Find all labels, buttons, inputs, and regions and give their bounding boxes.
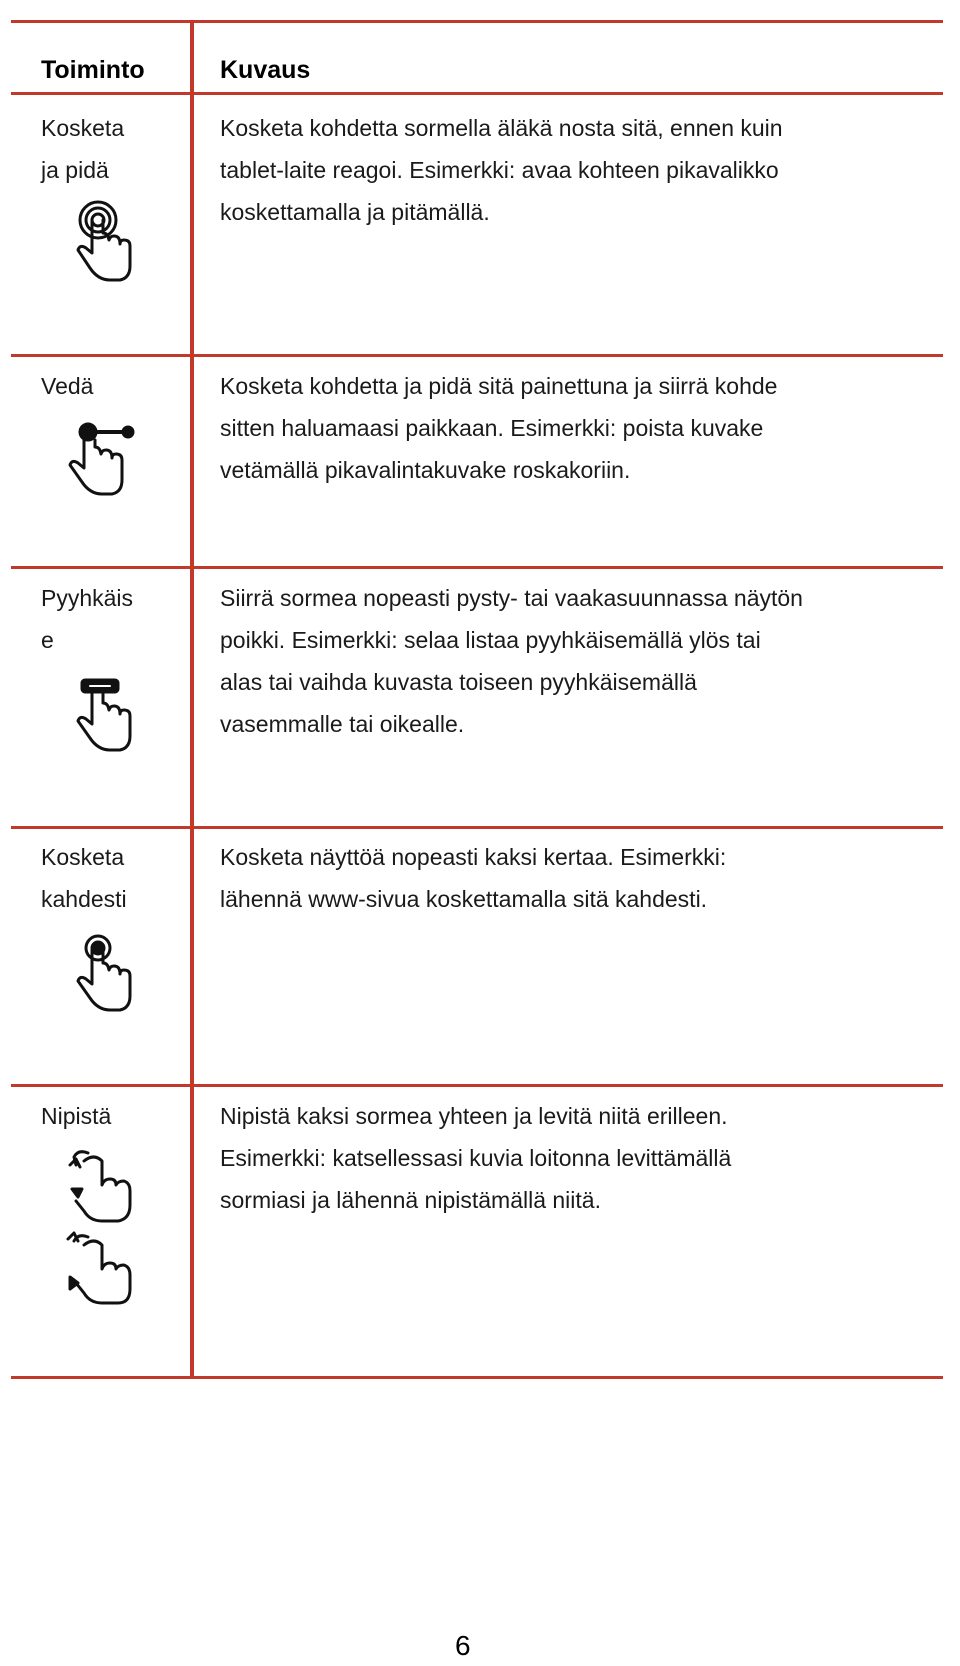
description-line: vasemmalle tai oikealle. [220, 711, 465, 737]
action-swipe [41, 577, 181, 661]
description-line: Siirrä sormea nopeasti pysty- tai vaakasuunnassa näytön [220, 585, 803, 611]
action-touch-and-hold [41, 107, 181, 191]
description-swipe [220, 577, 920, 745]
action-line: Kosketa [41, 844, 125, 870]
drag-icon [58, 410, 148, 520]
description-line: sormiasi ja lähennä nipistämällä niitä. [220, 1187, 601, 1213]
description-touch-and-hold [220, 107, 920, 233]
row-divider [11, 354, 943, 357]
column-divider [190, 22, 194, 1379]
action-line: Nipistä [41, 1103, 112, 1129]
action-line: kahdesti [41, 886, 127, 912]
row-divider [11, 826, 943, 829]
description-line: lähennä www-sivua koskettamalla sitä kahdesti. [220, 886, 708, 912]
action-double-tap [41, 836, 181, 920]
action-line: Pyyhkäis [41, 585, 134, 611]
description-line: Esimerkki: katsellessasi kuvia loitonna levittämällä [220, 1145, 732, 1171]
description-line: Kosketa kohdetta sormella äläkä nosta sitä, ennen kuin [220, 115, 783, 141]
description-line: poikki. Esimerkki: selaa listaa pyyhkäisemällä ylös tai [220, 627, 761, 653]
description-line: alas tai vaihda kuvasta toiseen pyyhkäisemällä [220, 669, 697, 695]
description-line: Nipistä kaksi sormea yhteen ja levitä niitä erilleen. [220, 1103, 728, 1129]
description-line: sitten haluamaasi paikkaan. Esimerkki: poista kuvake [220, 415, 764, 441]
description-line: Kosketa kohdetta ja pidä sitä painettuna ja siirrä kohde [220, 373, 778, 399]
header-bottom-rule [11, 92, 943, 95]
action-line: e [41, 627, 54, 653]
table-bottom-rule [11, 1376, 943, 1379]
row-divider [11, 1084, 943, 1087]
action-line: Vedä [41, 373, 94, 399]
action-drag [41, 365, 181, 407]
page-number: 6 [455, 1630, 471, 1661]
description-drag [220, 365, 920, 491]
description-pinch [220, 1095, 920, 1221]
double-tap-icon [58, 932, 148, 1042]
action-line: Kosketa [41, 115, 125, 141]
touch-and-hold-icon [58, 198, 148, 308]
header-description: Kuvaus [220, 56, 311, 84]
action-pinch [41, 1095, 181, 1137]
description-line: vetämällä pikavalintakuvake roskakoriin. [220, 457, 631, 483]
description-line: Kosketa näyttöä nopeasti kaksi kertaa. Esimerkki: [220, 844, 727, 870]
table-top-rule [11, 20, 943, 23]
row-divider [11, 566, 943, 569]
header-action: Toiminto [41, 56, 145, 84]
description-line: tablet-laite reagoi. Esimerkki: avaa kohteen pikavalikko [220, 157, 779, 183]
description-line: koskettamalla ja pitämällä. [220, 199, 490, 225]
description-double-tap [220, 836, 920, 920]
pinch-icon [58, 1145, 148, 1305]
swipe-icon [58, 672, 148, 782]
action-line: ja pidä [41, 157, 109, 183]
